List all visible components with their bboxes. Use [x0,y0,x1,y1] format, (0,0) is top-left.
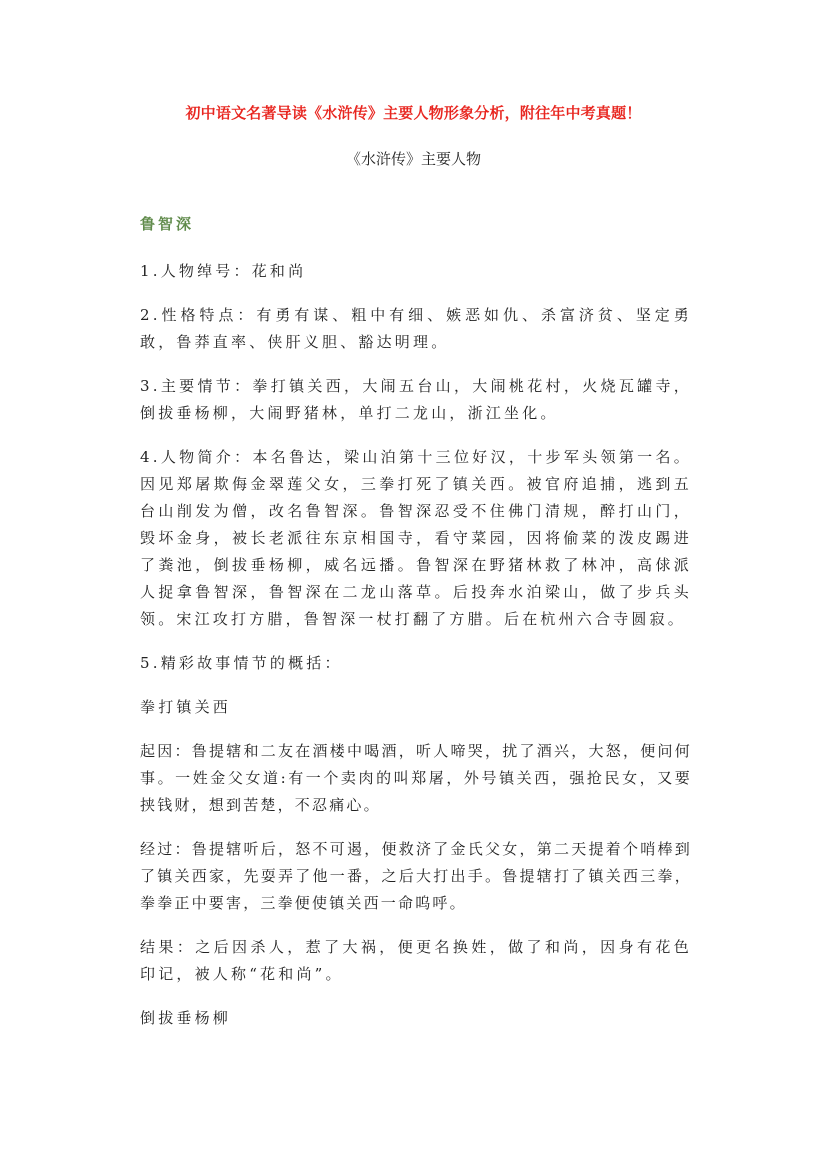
paragraph-nickname: 1.人物绰号：花和尚 [140,262,307,280]
paragraph-character-intro: 4.人物简介：本名鲁达，梁山泊第十三位好汉，十步军头领第一名。因见郑屠欺侮金翠莲父女，三拳打死了镇关西。被官府追捕，逃到五台山削发为僧，改名鲁智深。鲁智深忍受不住佛门清规，醉打山门，毁坏金身，被长老派往东京相国寺，看守菜园，因将偷菜的泼皮踢进了粪池，倒拔垂杨柳，威名远播。鲁智深在野猪林救了林冲，高俅派人捉拿鲁智深，鲁智深在二龙山落草。后投奔水泊梁山，做了步兵头领。宋江攻打方腊，鲁智深一杖打翻了方腊。后在杭州六合寺圆寂。 [140,448,692,628]
paragraph-story-summary-heading: 5.精彩故事情节的概括： [140,654,343,672]
paragraph-story-title-2: 倒拔垂杨柳 [140,1009,232,1027]
document-body [140,213,692,1049]
paragraph-main-plots: 3.主要情节：拳打镇关西，大闹五台山，大闹桃花村，火烧瓦罐寺，倒拔垂杨柳，大闹野猪林，单打二龙山，浙江坐化。 [140,377,692,422]
paragraph-story-title-1: 拳打镇关西 [140,698,232,716]
paragraph-personality: 2.性格特点：有勇有谋、粗中有细、嫉恶如仇、杀富济贫、坚定勇敢，鲁莽直率、侠肝义胆、豁达明理。 [140,306,692,351]
paragraph-result: 结果：之后因杀人，惹了大祸，便更名换姓，做了和尚，因身有花色印记，被人称“花和尚”。 [140,938,692,983]
paragraph-cause: 起因：鲁提辖和二友在酒楼中喝酒，听人啼哭，扰了酒兴，大怒，便问何事。一姓金父女道:有一个卖肉的叫郑屠，外号镇关西，强抢民女，又要挟钱财，想到苦楚，不忍痛心。 [140,742,692,814]
document-subtitle: 《水浒传》主要人物 [345,150,481,168]
document-title: 初中语文名著导读《水浒传》主要人物形象分析，附往年中考真题！ [185,104,642,122]
section-heading: 鲁智深 [140,215,195,233]
paragraph-process: 经过：鲁提辖听后，怒不可遏，便救济了金氏父女，第二天提着个哨棒到了镇关西家，先耍弄了他一番，之后大打出手。鲁提辖打了镇关西三拳，拳拳正中要害，三拳便使镇关西一命呜呼。 [140,840,692,912]
